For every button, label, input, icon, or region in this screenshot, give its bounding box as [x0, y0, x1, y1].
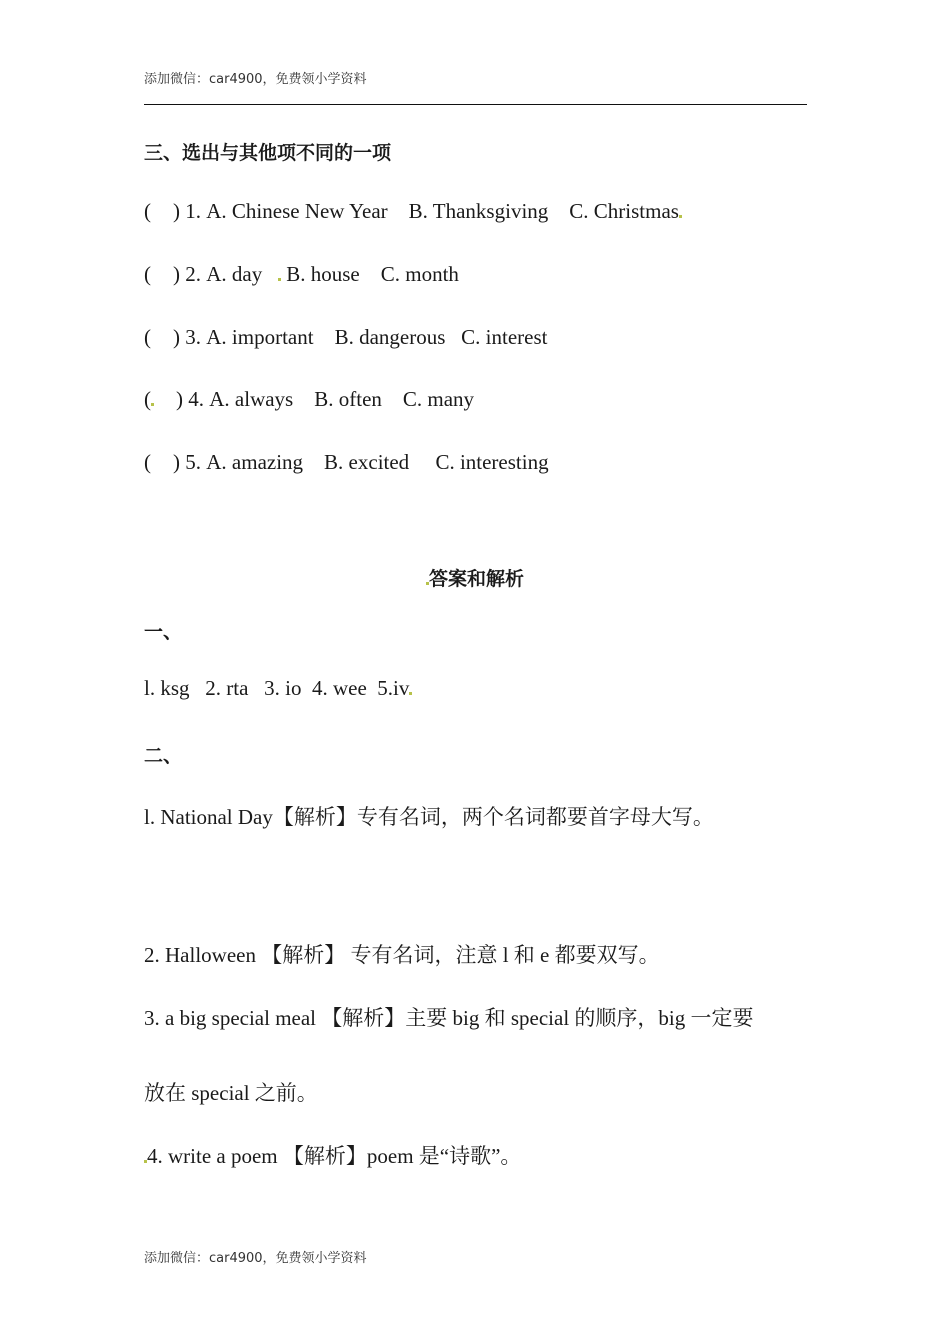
stray-mark [409, 692, 412, 695]
option-b: B. house [286, 262, 360, 286]
option-c: C. interesting [435, 450, 549, 474]
option-c: C. month [380, 262, 459, 286]
question-row [144, 262, 459, 287]
question-row [144, 325, 547, 350]
header-note: 添加微信：car4900，免费领小学资料 [144, 72, 367, 87]
option-a: A. day [206, 262, 263, 286]
option-a: A. important [206, 325, 314, 349]
answers-title [0, 564, 950, 591]
stray-mark [679, 215, 682, 218]
question-number: 1. [185, 199, 201, 223]
answers-title-text: 答案和解析 [428, 568, 524, 590]
question-row [144, 199, 682, 224]
answer-item: l. National Day【解析】专有名词，两个名词都要首字母大写。 [144, 805, 714, 829]
question-number: 3. [185, 325, 201, 349]
question-row [144, 450, 549, 475]
answer-item: 3. a big special meal 【解析】主要 big 和 special 的顺序，big 一定要 [144, 1006, 754, 1030]
option-b: B. Thanksgiving [408, 199, 549, 223]
question-open-paren: ( [144, 262, 151, 286]
part-one-answers [144, 676, 412, 701]
question-open-paren: ( [144, 387, 151, 411]
header-divider [144, 104, 807, 105]
stray-mark [151, 403, 154, 406]
option-c: C. Christmas [569, 199, 679, 223]
question-row [144, 387, 474, 412]
question-open-paren: ( [144, 199, 151, 223]
option-c: C. interest [461, 325, 548, 349]
question-open-paren: ( [144, 325, 151, 349]
footer-note: 添加微信：car4900，免费领小学资料 [144, 1251, 367, 1266]
option-a: A. amazing [206, 450, 304, 474]
answer-item-continuation: 放在 special 之前。 [144, 1081, 318, 1105]
question-open-paren: ( [144, 450, 151, 474]
stray-mark [278, 278, 281, 281]
option-c: C. many [402, 387, 475, 411]
section-title: 三、选出与其他项不同的一项 [144, 142, 392, 164]
question-close-paren: ) [173, 262, 180, 286]
question-number: 4. [188, 387, 204, 411]
part-one-label: 一、 [144, 621, 183, 643]
option-b: B. often [314, 387, 382, 411]
part-one-answers-text: l. ksg 2. rta 3. io 4. wee 5.iv [144, 676, 410, 700]
answer-item-text: 4. write a poem 【解析】poem 是“诗歌”。 [147, 1144, 522, 1168]
question-close-paren: ) [176, 387, 183, 411]
question-close-paren: ) [173, 450, 180, 474]
question-close-paren: ) [173, 325, 180, 349]
option-a: A. Chinese New Year [206, 199, 388, 223]
option-b: B. dangerous [334, 325, 446, 349]
question-number: 2. [185, 262, 201, 286]
option-b: B. excited [324, 450, 410, 474]
answer-item [144, 1140, 521, 1170]
part-two-label: 二、 [144, 745, 183, 767]
question-close-paren: ) [173, 199, 180, 223]
option-a: A. always [209, 387, 294, 411]
question-number: 5. [185, 450, 201, 474]
answer-item: 2. Halloween 【解析】 专有名词，注意 l 和 e 都要双写。 [144, 943, 660, 967]
